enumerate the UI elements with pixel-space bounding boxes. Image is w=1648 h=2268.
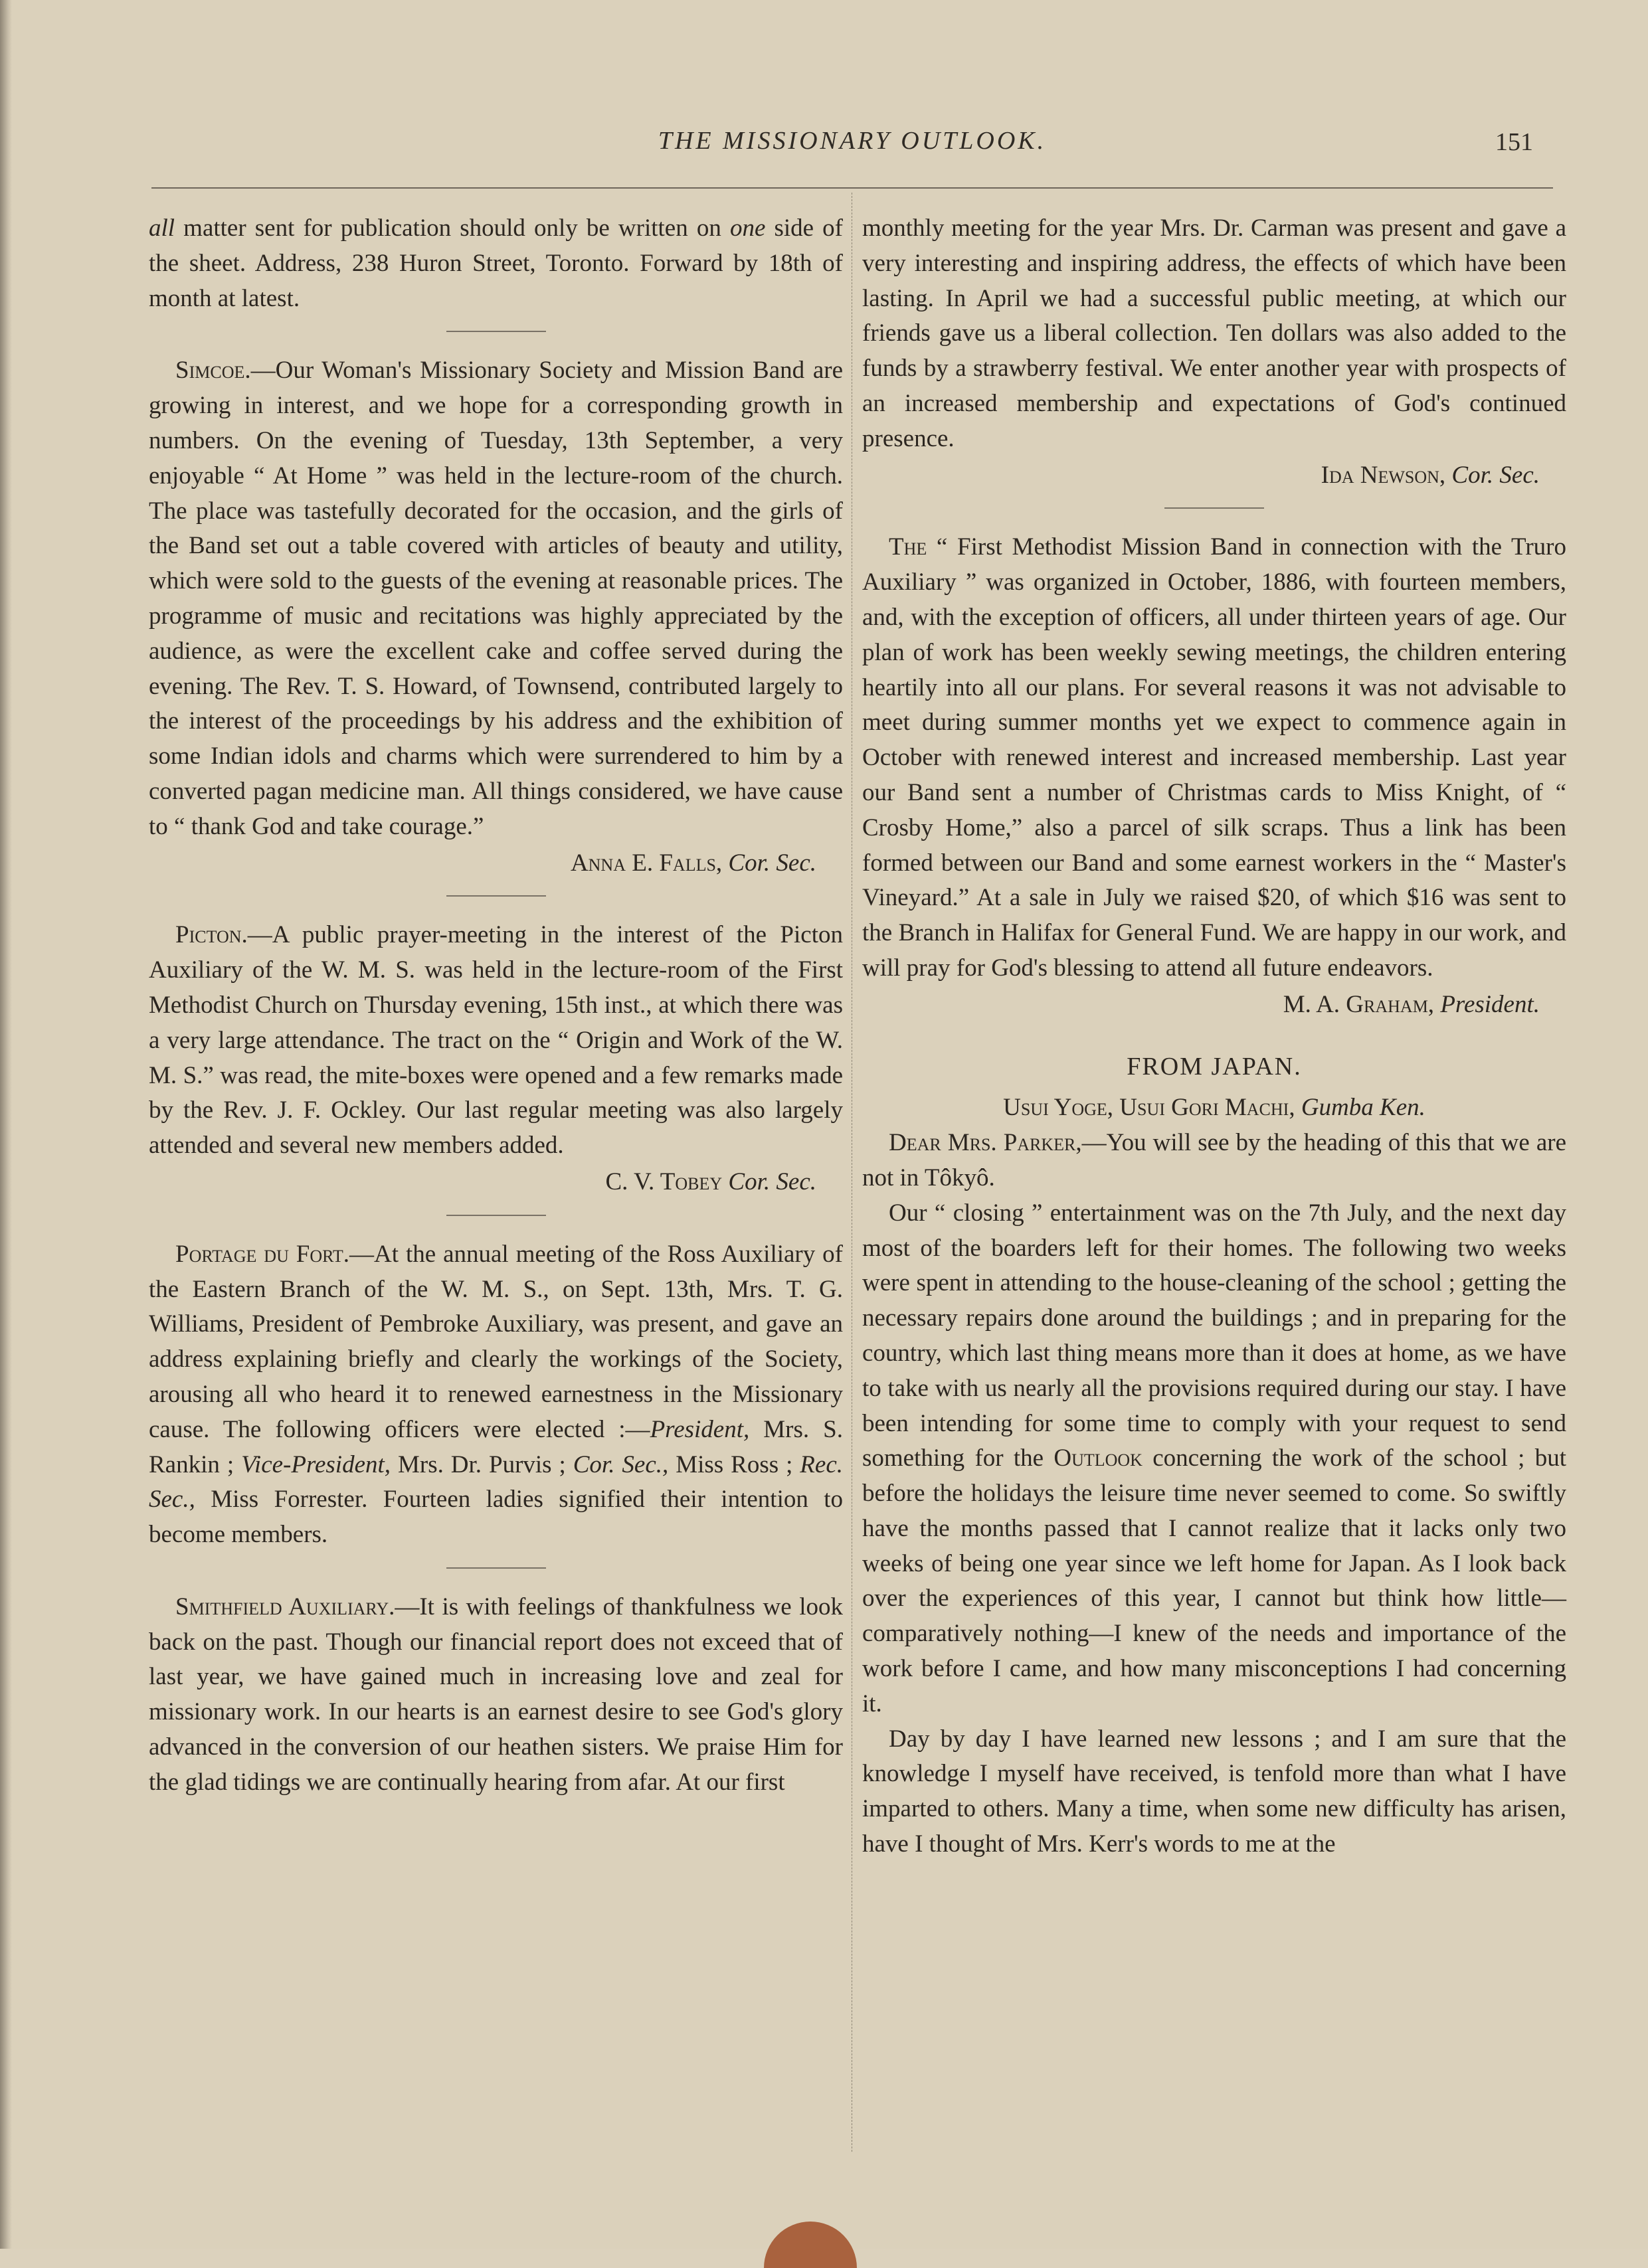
simcoe-report [149,353,843,844]
picton-report [149,918,843,1164]
letter-text-2b: concerning the work of the school ; but before the holidays the leisure time never seemed to come. So swiftly have the months passed that I cannot realize that it lacks only two weeks of being one year since we left home for Japan. As I look back over the experiences of this year, I cannot but think how little—comparatively nothing—I knew of the needs and importance of the work before I came, and how many misconceptions I had concerning it. [862,1444,1566,1717]
picton-signer-role: Cor. Sec. [728,1168,816,1195]
note-word-one: one [729,215,766,242]
editorial-note [149,211,843,316]
outlook-name: Outlook [1053,1444,1143,1472]
smithfield-lead: Smithfield Auxiliary. [175,1593,395,1620]
portage-role-rec-sec: Rec. Sec., [149,1450,843,1514]
portage-text-5: Miss Forrester. Fourteen ladies signified their intention to become members. [149,1486,843,1549]
letter-place [862,1090,1566,1126]
picton-lead: Picton. [175,921,248,949]
note-text-1: matter sent for publication should only be written on [175,215,730,242]
picton-signature [149,1165,843,1200]
left-column [149,211,843,1800]
simcoe-lead: Simcoe. [175,357,251,385]
picton-body: —A public prayer-meeting in the interest of the Picton Auxiliary of the W. M. S. was held in the lecture-room of the First Methodist Church on Thursday evening, 15th inst., at which there was a very large attendance. The tract on the “ Origin and Work of the W. M. S.” was read, the mite-boxes were opened and a few remarks made by the Rev. J. F. Ockley. Our last regular meeting was also largely attended and several new members added. [149,921,843,1160]
letter-text-2a: Our “ closing ” entertainment was on the 7th July, and the next day most of the boarders left for their homes. The following two weeks were spent in attending to the house-cleaning of the school ; getting the necessary repairs done around the buildings ; and in preparing for the country, which last thing means more than it does at home, as we have to take with us nearly all the provisions required during our stay. I have been intending for some time to comply with your request to send something for the [862,1199,1566,1472]
binding-shadow [0,0,12,2249]
letter-opening [862,1126,1566,1196]
page-number: 151 [1495,128,1533,156]
truro-signer: M. A. Graham, [1283,990,1435,1018]
portage-role-cor-sec: Cor. Sec., [573,1450,669,1478]
portage-text-1: —At the annual meeting of the Ross Auxiliary of the Eastern Branch of the W. M. S., on Sept. 13th, Mrs. T. G. Williams, President of Pembroke Auxiliary, was present, and gave an address explaining briefly and clearly the workings of the Society, arousing all who heard it to renewed earnestness in the Missionary cause. The following officers were elected :— [149,1240,843,1443]
portage-text-4: Miss Ross ; [668,1450,800,1478]
letter-paragraph-3: Day by day I have learned new lessons ; and I am sure that the knowledge I myself have received, is tenfold more than what I have imparted to others. Many a time, when some new difficulty has arisen, have I thought of Mrs. Kerr's words to me at the [862,1725,1566,1858]
portage-lead: Portage du Fort. [175,1240,350,1268]
letter-greeting: Dear Mrs. Parker, [889,1129,1082,1157]
section-heading: FROM JAPAN. [1127,1052,1302,1081]
truro-report [862,530,1566,986]
portage-text-2: Mrs. S. Rankin ; [149,1415,844,1478]
separator [446,331,546,332]
portage-report [149,1237,843,1553]
right-column [862,211,1566,1862]
truro-signer-role: President. [1440,990,1540,1018]
page-header [151,126,1553,166]
picton-signer: C. V. Tobey [605,1168,723,1195]
portage-role-president: President, [650,1415,750,1443]
header-rule [151,187,1553,189]
separator [446,1567,546,1569]
simcoe-signer: Anna E. Falls, [570,849,723,877]
smithfield-body: —It is with feelings of thankfulness we look back on the past. Though our financial report does not exceed that of last year, we have gained much in increasing love and zeal for missionary work. In our hearts is an earnest desire to see God's glory advanced in the conversion of our heathen sisters. We praise Him for the glad tidings we are continually hearing from afar. At our first [149,1593,843,1796]
separator [446,895,546,897]
separator [446,1215,546,1216]
smithfield-signer-role: Cor. Sec. [1451,461,1540,489]
simcoe-signature [149,846,843,881]
note-word-all: all [149,215,175,242]
note-text-2: side of the sheet. Address, 238 Huron Street, Toronto. Forward by 18th of month at latest. [149,215,843,312]
smithfield-signature [862,458,1566,493]
running-title: THE MISSIONARY OUTLOOK. [658,127,1047,155]
smithfield-report [149,1590,843,1800]
simcoe-signer-role: Cor. Sec. [728,849,816,877]
portage-role-vice-president: Vice-President, [241,1450,391,1478]
truro-body: “ First Methodist Mission Band in connection with the Truro Auxiliary ” was organized in October, 1886, with fourteen members, and, with the exception of officers, all under thirteen years of age. Our plan of work has been weekly sewing meetings, the children entering heartily into all our plans. For several reasons it was not advisable to meet during summer months yet we expect to commence again in October with renewed interest and increased membership. Last year our Band sent a number of Christmas cards to Miss Knight, of “ Crosby Home,” also a parcel of silk scraps. Thus a link has been formed between our Band and some earnest workers in the “ Master's Vineyard.” At a sale in July we raised $20, of which $16 was sent to the Branch in Halifax for General Fund. We are happy in our work, and will pray for God's blessing to attend all future endeavors. [862,533,1566,982]
separator [1164,507,1264,509]
letter-paragraph-2 [862,1196,1566,1722]
simcoe-body: —Our Woman's Missionary Society and Mission Band are growing in interest, and we hope for a corresponding growth in numbers. On the evening of Tuesday, 13th September, a very enjoyable “ At Home ” was held in the lecture-room of the church. The place was tastefully decorated for the occasion, and the girls of the Band set out a table covered with articles of beauty and utility, which were sold to the guests of the evening at reasonable prices. The programme of music and recitations was highly appreciated by the audience, as were the excellent cake and coffee served during the evening. The Rev. T. S. Howard, of Townsend, contributed largely to the interest of the proceedings by his address and the exhibition of some Indian idols and charms which were surrendered to him by a converted pagan medicine man. All things considered, we have cause to “ thank God and take courage.” [149,357,843,840]
place-province: Gumba Ken. [1301,1094,1425,1122]
page-stain [764,2222,857,2268]
portage-text-3: Mrs. Dr. Purvis ; [391,1450,573,1478]
letter-paragraph-1: —You will see by the heading of this that we are not in Tôkyô. [862,1129,1567,1191]
place-name: Usui Yoge, Usui Gori Machi, [1003,1094,1295,1122]
truro-signature [862,988,1566,1023]
smithfield-signer: Ida Newson, [1321,461,1446,489]
smithfield-continued: monthly meeting for the year Mrs. Dr. Carman was present and gave a very interesting and inspiring address, the effects of which have been lasting. In April we had a successful public meeting, at which our friends gave us a liberal collection. Ten dollars was also added to the funds by a strawberry festival. We enter another year with prospects of an increased membership and expectations of God's continued presence. [862,215,1566,452]
truro-lead: The [889,533,927,561]
